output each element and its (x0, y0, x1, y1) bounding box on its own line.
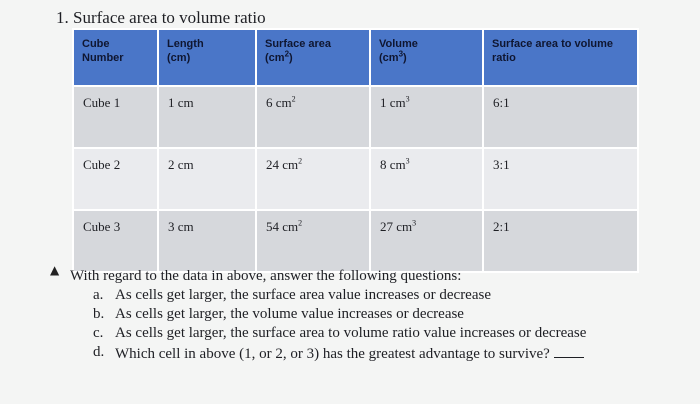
question-text: As cells get larger, the surface area value increases or decrease (115, 287, 491, 303)
question-text: As cells get larger, the volume value increases or decrease (115, 306, 464, 322)
question-letter: d. (93, 344, 105, 360)
cell-length: 1 cm (158, 86, 256, 148)
cell-length: 2 cm (158, 148, 256, 210)
question-b (70, 305, 690, 324)
question-letter: a. (93, 287, 104, 303)
cell-cube-number: Cube 2 (73, 148, 158, 210)
questions-block (70, 267, 690, 364)
cell-length: 3 cm (158, 210, 256, 272)
question-a (70, 286, 690, 305)
cell-volume: 8 $cm^3$ (370, 148, 483, 210)
questions-intro: With regard to the data in above, answer the following questions: (70, 268, 462, 284)
cell-ratio: 3:1 (483, 148, 638, 210)
table-row (73, 148, 638, 210)
header-cube-number: Cube Number (73, 29, 158, 86)
cell-ratio: 6:1 (483, 86, 638, 148)
header-ratio: Surface area to volume ratio (483, 29, 638, 86)
header-volume: Volume $(cm^3)$ (370, 29, 483, 86)
question-text: As cells get larger, the surface area to volume ratio value increases or decrease (115, 325, 587, 341)
answer-blank[interactable] (554, 343, 584, 358)
cell-surface-area: 6 $cm^2$ (256, 86, 370, 148)
cell-volume: 1 $cm^3$ (370, 86, 483, 148)
cell-volume: 27 $cm^3$ (370, 210, 483, 272)
cell-cube-number: Cube 3 (73, 210, 158, 272)
question-letter: c. (93, 325, 104, 341)
section-title: 1. Surface area to volume ratio (56, 8, 266, 27)
cell-cube-number: Cube 1 (73, 86, 158, 148)
question-c (70, 324, 690, 343)
cell-surface-area: 24 $cm^2$ (256, 148, 370, 210)
cell-surface-area: 54 $cm^2$ (256, 210, 370, 272)
mouse-pointer-icon: ▲ (50, 263, 60, 277)
header-length: Length (cm) (158, 29, 256, 86)
table-row (73, 86, 638, 148)
question-d (70, 343, 690, 364)
table-header-row (73, 29, 638, 86)
question-text: Which cell in above (1, or 2, or 3) has the greatest advantage to survive? (115, 346, 550, 362)
surface-area-table (72, 28, 639, 273)
header-surface-area: Surface area $(cm^2)$ (256, 29, 370, 86)
question-letter: b. (93, 306, 105, 322)
table-row (73, 210, 638, 272)
cell-ratio: 2:1 (483, 210, 638, 272)
